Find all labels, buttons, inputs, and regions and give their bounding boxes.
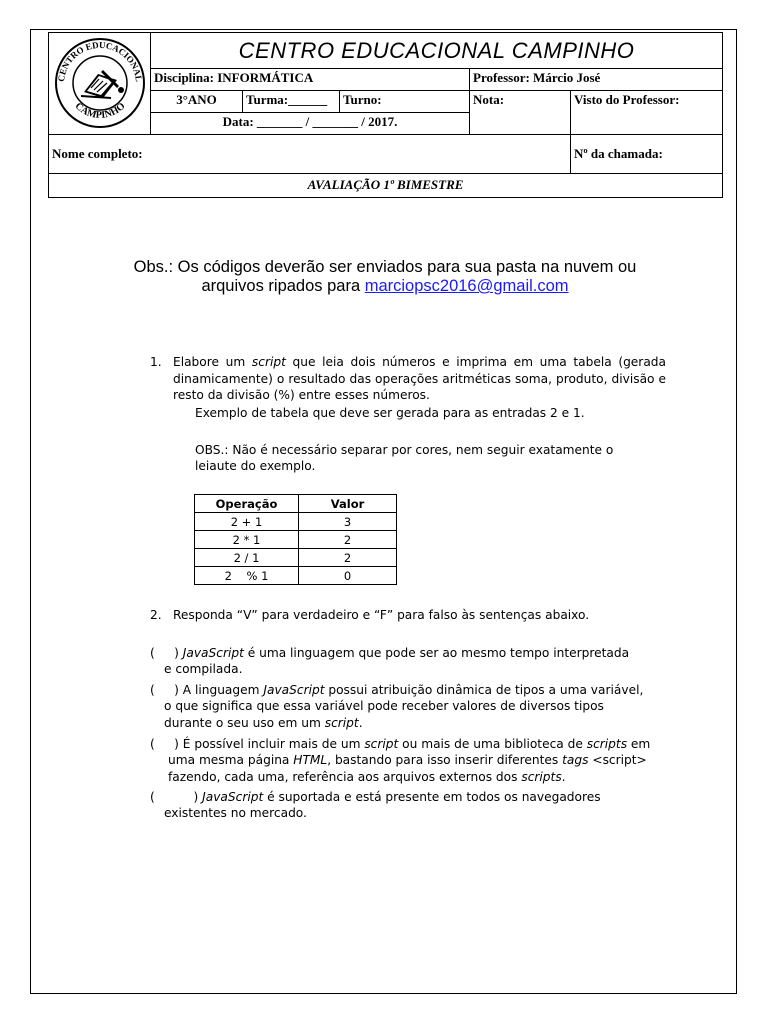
table-cell: 3	[299, 513, 397, 531]
turno-field[interactable]: Turno:	[340, 90, 470, 112]
logo-bottom-text: CAMPINHO	[72, 100, 127, 121]
tf-item-3-continuation: uma mesma página HTML, bastando para isso inserir diferentes tags <script>	[168, 753, 647, 767]
answer-blank[interactable]: ( )	[150, 646, 179, 660]
question-1-note-line-2: leiaute do exemplo.	[195, 459, 316, 473]
school-logo-cell	[49, 33, 151, 135]
table-header-cell: Operação	[195, 495, 299, 513]
table-row	[195, 567, 397, 585]
table-cell: 2 + 1	[195, 513, 299, 531]
tf-item-1[interactable]: ( ) JavaScript é uma linguagem que pode ser ao mesmo tempo interpretada	[150, 646, 630, 660]
obs-line-2-text: arquivos ripados para	[201, 277, 365, 295]
school-logo	[51, 34, 149, 130]
tf-item-2-continuation: o que significa que essa variável pode receber valores de diversos tipos	[164, 699, 604, 713]
question-2-number: 2.	[150, 608, 162, 622]
tf-item-2-continuation-2: durante o seu uso em um script.	[164, 716, 363, 730]
disciplina-label: Disciplina: INFORMÁTICA	[151, 69, 470, 90]
question-1-note-line-1: OBS.: Não é necessário separar por cores, nem seguir exatamente o	[195, 443, 614, 457]
table-cell: 2 % 1	[195, 567, 299, 585]
table-header-row	[195, 495, 397, 513]
professor-label: Professor: Márcio José	[470, 69, 723, 90]
nota-field[interactable]: Nota:	[470, 90, 571, 135]
table-row	[195, 531, 397, 549]
tf-item-4[interactable]: ( ) JavaScript é suportada e está presente em todos os navegadores	[150, 790, 601, 804]
tf-item-3-continuation-2: fazendo, cada uma, referência aos arquivos externos dos scripts.	[168, 770, 566, 784]
tf-item-2[interactable]: ( ) A linguagem JavaScript possui atribuição dinâmica de tipos a uma variável,	[150, 683, 644, 697]
table-cell: 2 / 1	[195, 549, 299, 567]
school-title: CENTRO EDUCACIONAL CAMPINHO	[151, 33, 723, 69]
example-operations-table	[194, 494, 397, 585]
table-cell: 2	[299, 531, 397, 549]
visto-professor-field[interactable]: Visto do Professor:	[571, 90, 723, 135]
numero-chamada-field[interactable]: Nº da chamada:	[571, 135, 723, 173]
turma-field[interactable]: Turma:______	[243, 90, 340, 112]
ano-label: 3°ANO	[151, 90, 243, 112]
question-2-text: Responda “V” para verdadeiro e “F” para falso às sentenças abaixo.	[173, 608, 590, 622]
avaliacao-title: AVALIAÇÃO 1º BIMESTRE	[49, 173, 723, 197]
table-header-cell: Valor	[299, 495, 397, 513]
table-row	[195, 549, 397, 567]
table-cell: 2 * 1	[195, 531, 299, 549]
answer-blank[interactable]: ( )	[150, 683, 179, 697]
obs-line-2	[60, 277, 710, 296]
submission-note	[60, 258, 710, 296]
book-pen-icon	[81, 70, 124, 98]
tf-item-1-continuation: e compilada.	[164, 662, 243, 676]
tf-item-4-continuation: existentes no mercado.	[164, 806, 307, 820]
answer-blank[interactable]: ( )	[150, 737, 179, 751]
email-link[interactable]: marciopsc2016@gmail.com	[364, 277, 569, 295]
logo-top-text: CENTRO EDUCACIONAL	[55, 39, 144, 82]
obs-line-1: Obs.: Os códigos deverão ser enviados para sua pasta na nuvem ou	[133, 258, 637, 276]
table-cell: 2	[299, 549, 397, 567]
table-cell: 0	[299, 567, 397, 585]
question-1-text: Elabore um script que leia dois números e imprima em uma tabela (gerada dinamicamente) o resultado das operações aritméticas soma, produto, divisão e resto da divisão (%) entre esses números.	[173, 355, 666, 402]
data-field[interactable]: Data: _______ / _______ / 2017.	[151, 112, 470, 134]
question-1-number: 1.	[150, 355, 162, 369]
question-1-example: Exemplo de tabela que deve ser gerada para as entradas 2 e 1.	[195, 406, 585, 420]
exam-header	[48, 32, 722, 198]
nome-completo-field[interactable]: Nome completo:	[49, 135, 571, 173]
tf-item-3[interactable]: ( ) É possível incluir mais de um script ou mais de uma biblioteca de scripts em	[150, 737, 651, 751]
answer-blank[interactable]: ( )	[150, 790, 199, 804]
table-row	[195, 513, 397, 531]
